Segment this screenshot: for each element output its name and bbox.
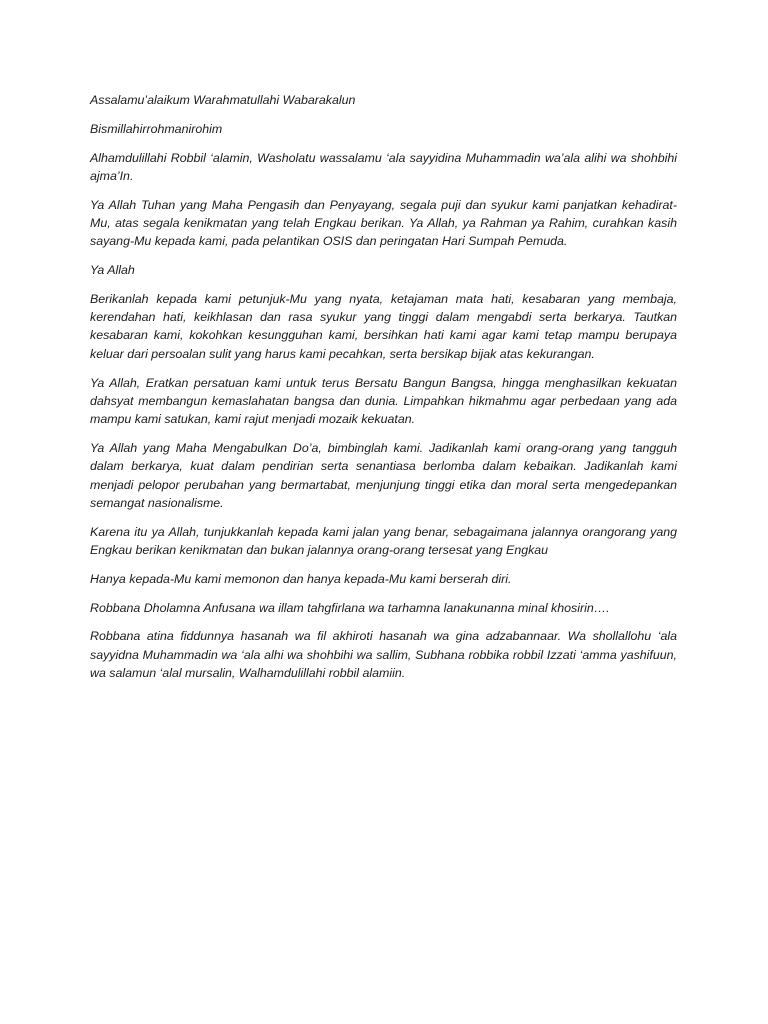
opening-paragraph: Alhamdulillahi Robbil ‘alamin, Washolatu wassalamu ‘ala sayyidina Muhammadin wa’ala alihi wa shohbihi ajma’In. (90, 150, 677, 183)
prayer-paragraph-5: Karena itu ya Allah, tunjukkanlah kepada kami jalan yang benar, sebagaimana jalannya orangorang yang Engkau berikan kenikmatan dan bukan jalannya orang-orang tersesat yang Engkau (90, 524, 677, 557)
greeting-paragraph: Assalamu’alaikum Warahmatullahi Wabarakalun (90, 93, 356, 107)
ya-allah-heading: Ya Allah (90, 263, 135, 278)
document-body (90, 91, 677, 693)
prayer-paragraph-1: Ya Allah Tuhan yang Maha Pengasih dan Penyayang, segala puji dan syukur kami panjatkan kehadirat-Mu, atas segala kenikmatan yang telah Engkau berikan. Ya Allah, ya Rahman ya Rahim, curahkan kasih sayang-Mu kepada kami, pada pelantikan OSIS dan peringatan Hari Sumpah Pemuda. (90, 197, 677, 249)
prayer-paragraph-2: Berikanlah kepada kami petunjuk-Mu yang nyata, ketajaman mata hati, kesabaran yang membaja, kerendahan hati, keikhlasan dan rasa syukur yang tinggi dalam mengabdi serta berkarya. Tautkan kesabaran kami, kokohkan kesungguhan kami, bersihkan hati kami agar kami tetap mampu berupaya keluar dari persoalan sulit yang harus kami pecahkan, serta bersikap bijak atas kekurangan. (90, 291, 677, 361)
closing-paragraph: Robbana atina fiddunnya hasanah wa fil akhiroti hasanah wa gina adzabannaar. Wa shollallohu ‘ala sayyidna Muhammadin wa ‘ala alhi wa shohbihi wa sallim, Subhana robbika robbil Izzati ‘amma yashifuun, wa salamun ‘alal mursalin, Walhamdulillahi robbil alamiin. (90, 629, 677, 680)
prayer-paragraph-4: Ya Allah yang Maha Mengabulkan Do’a, bimbinglah kami. Jadikanlah kami orang-orang yang tangguh dalam berkarya, kuat dalam pendirian serta senantiasa berlomba dalam kebaikan. Jadikanlah kami menjadi pelopor perubahan yang bermartabat, menjunjung tinggi etika dan moral serta mengedepankan semangat nasionalisme. (90, 440, 677, 510)
prayer-paragraph-7: Robbana Dholamna Anfusana wa illam tahgfirlana wa tarhamna lanakunanna minal khosirin…. (90, 600, 610, 615)
basmalah-paragraph: Bismillahirrohmanirohim (90, 121, 223, 136)
prayer-paragraph-6: Hanya kepada-Mu kami memonon dan hanya kepada-Mu kami berserah diri. (90, 571, 512, 586)
prayer-paragraph-3: Ya Allah, Eratkan persatuan kami untuk terus Bersatu Bangun Bangsa, hingga menghasilkan kekuatan dahsyat membangun kemaslahatan bangsa dan dunia. Limpahkan hikmahmu agar perbedaan yang ada mampu kami satukan, kami rajut menjadi mozaik kekuatan. (90, 375, 677, 427)
